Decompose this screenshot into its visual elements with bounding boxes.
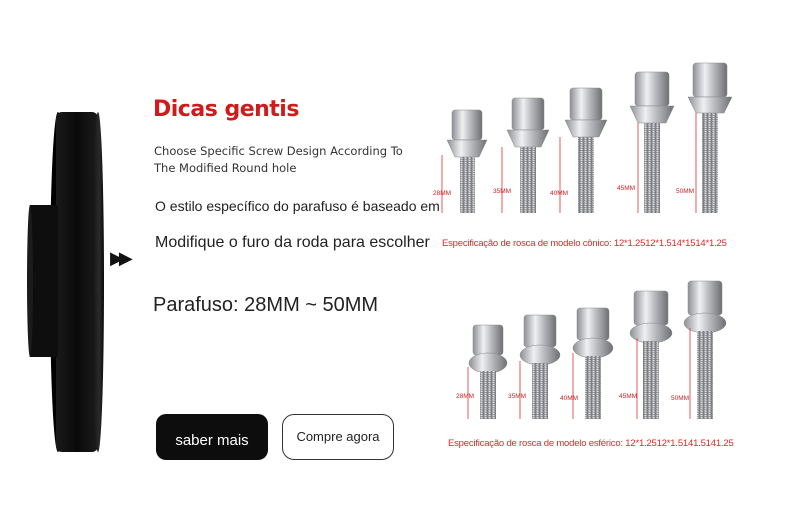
spherical-len-40: 40MM [560, 395, 579, 402]
conical-caption: Especificação de rosca de modelo cônico: 12*1.2512*1.514*1514*1.25 [442, 238, 727, 249]
saber-mais-button[interactable]: saber mais [156, 414, 268, 460]
conical-bolt-row [433, 63, 732, 213]
conical-len-45: 45MM [617, 185, 636, 192]
conical-len-35: 35MM [493, 188, 512, 195]
description-1: O estilo específico do parafuso é baseado em [155, 198, 440, 214]
page-title: Dicas gentis [153, 97, 299, 122]
compre-agora-button[interactable]: Compre agora [282, 414, 394, 460]
subtitle-line-1: Choose Specific Screw Design According To [154, 144, 403, 158]
spherical-len-28: 28MM [456, 393, 475, 400]
double-arrow-icon: ▶▶ [110, 248, 128, 268]
subtitle-line-2: The Modified Round hole [154, 161, 297, 175]
subtitle [154, 143, 414, 177]
description-2: Modifique o furo da roda para escolher [155, 234, 430, 251]
spherical-len-45: 45MM [619, 393, 638, 400]
lug-bolts-image [420, 55, 760, 465]
spherical-caption: Especificação de rosca de modelo esférico: 12*1.2512*1.5141.5141.25 [448, 438, 734, 449]
spherical-len-35: 35MM [508, 393, 527, 400]
conical-len-28: 28MM [433, 190, 452, 197]
spherical-len-50: 50MM [671, 395, 690, 402]
conical-len-50: 50MM [676, 188, 695, 195]
bolt-range: Parafuso: 28MM ~ 50MM [153, 294, 379, 316]
spherical-bolt-row [456, 281, 726, 419]
conical-len-40: 40MM [550, 190, 569, 197]
